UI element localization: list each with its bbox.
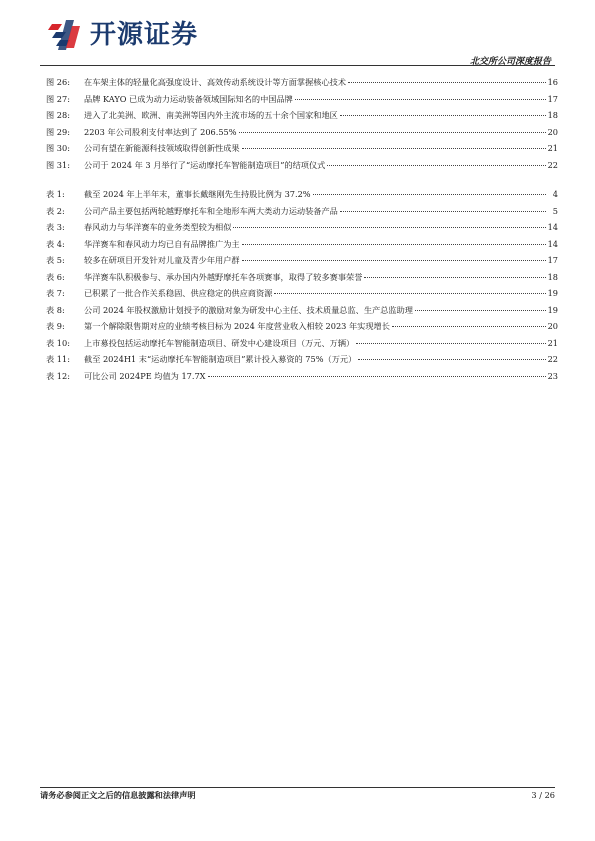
toc-row[interactable]	[46, 74, 558, 91]
page-header	[0, 0, 595, 70]
toc-row[interactable]	[46, 186, 558, 203]
toc-row[interactable]	[46, 107, 558, 124]
toc-page: 22	[547, 159, 558, 170]
toc-label: 表 9:	[46, 321, 65, 331]
toc-title: 华洋赛车和春风动力均已自有品牌推广为主	[84, 238, 240, 249]
logo-mark-icon	[48, 18, 84, 52]
toc-leader	[415, 310, 546, 311]
toc-row[interactable]	[46, 351, 558, 368]
toc-label: 图 28:	[46, 110, 70, 120]
toc-page: 18	[547, 271, 558, 282]
brand-logo	[48, 18, 198, 52]
toc-page: 19	[547, 304, 558, 315]
toc-page: 17	[547, 255, 558, 265]
toc-title: 华洋赛车队积极参与、承办国内外越野摩托车各项赛事，取得了较多赛事荣誉	[84, 271, 363, 282]
toc-leader	[327, 165, 545, 166]
toc-page: 17	[547, 93, 558, 104]
toc-title: 截至 2024 年上半年末，董事长戴继刚先生持股比例为 37.2%	[84, 189, 311, 199]
toc-page: 16	[547, 77, 558, 87]
toc-page: 21	[547, 337, 558, 348]
toc-leader	[364, 277, 545, 278]
toc-label: 图 27:	[46, 93, 70, 104]
toc-title: 上市募投包括运动摩托车智能制造项目、研发中心建设项目（万元、万辆）	[84, 337, 355, 348]
toc-row[interactable]	[46, 368, 558, 385]
toc-row[interactable]	[46, 203, 558, 220]
toc-label: 表 1:	[46, 189, 65, 199]
table-index	[46, 186, 558, 384]
toc-title: 2203 年公司股利支付率达到了 206.55%	[84, 126, 237, 137]
toc-page: 5	[552, 205, 558, 216]
toc-title: 已积累了一批合作关系稳固、供应稳定的供应商资源	[84, 288, 273, 298]
toc-page: 14	[547, 222, 558, 232]
footer-divider	[40, 787, 555, 788]
toc-title: 公司 2024 年股权激励计划授予的激励对象为研发中心主任、技术质量总监、生产总监助理	[84, 304, 413, 315]
toc-row[interactable]	[46, 269, 558, 286]
toc-row[interactable]	[46, 91, 558, 108]
toc-label: 表 6:	[46, 271, 65, 282]
toc-leader	[392, 326, 546, 327]
toc-page: 22	[547, 354, 558, 364]
toc-label: 图 29:	[46, 126, 70, 137]
toc-page: 19	[547, 288, 558, 298]
toc-page: 4	[552, 189, 558, 199]
toc-leader	[233, 227, 545, 228]
toc-leader	[242, 244, 546, 245]
toc-title: 进入了北美洲、欧洲、南美洲等国内外主流市场的五十余个国家和地区	[84, 110, 338, 120]
toc-leader	[274, 293, 545, 294]
toc-leader	[358, 359, 545, 360]
toc-row[interactable]	[46, 236, 558, 253]
brand-name: 开源证券	[90, 20, 199, 50]
toc-page: 21	[547, 143, 558, 153]
disclaimer-text: 请务必参阅正文之后的信息披露和法律声明	[40, 790, 196, 800]
toc-title: 品牌 KAYO 已成为动力运动装备领域国际知名的中国品牌	[84, 93, 293, 104]
page-number: 3 / 26	[531, 790, 555, 800]
toc-label: 表 4:	[46, 238, 65, 249]
toc-leader	[340, 115, 546, 116]
toc-label: 表 11:	[46, 354, 70, 364]
header-divider	[40, 65, 555, 66]
toc-row[interactable]	[46, 335, 558, 352]
toc-label: 图 31:	[46, 159, 70, 170]
toc-label: 表 7:	[46, 288, 65, 298]
toc-page: 23	[547, 370, 558, 381]
figure-index	[46, 74, 558, 173]
toc-label: 表 2:	[46, 205, 65, 216]
toc-leader	[348, 82, 546, 83]
toc-label: 表 5:	[46, 255, 65, 265]
toc-label: 表 10:	[46, 337, 70, 348]
toc-title: 公司有望在新能源科技领域取得创新性成果	[84, 143, 240, 153]
toc-label: 表 12:	[46, 370, 70, 381]
toc-title: 截至 2024H1 末“运动摩托车智能制造项目”累计投入募资的 75%（万元）	[84, 354, 357, 364]
toc-page: 18	[547, 110, 558, 120]
toc-leader	[242, 148, 546, 149]
toc-row[interactable]	[46, 140, 558, 157]
toc-leader	[313, 194, 546, 195]
toc-label: 图 26:	[46, 77, 70, 87]
toc-title: 在车架主体的轻量化高强度设计、高效传动系统设计等方面掌握核心技术	[84, 77, 347, 87]
toc-title: 第一个解除限售期对应的业绩考核目标为 2024 年度营业收入相较 2023 年实现增长	[84, 321, 390, 331]
toc-row[interactable]	[46, 302, 558, 319]
toc-label: 表 8:	[46, 304, 65, 315]
toc-page: 20	[547, 126, 558, 137]
toc-page: 20	[547, 321, 558, 331]
toc-page: 14	[547, 238, 558, 249]
toc-title: 可比公司 2024PE 均值为 17.7X	[84, 370, 206, 381]
toc-row[interactable]	[46, 252, 558, 269]
toc-title: 公司产品主要包括两轮越野摩托车和全地形车两大类动力运动装备产品	[84, 205, 338, 216]
toc-label: 表 3:	[46, 222, 65, 232]
toc-title: 春风动力与华洋赛车的业务类型较为相似	[84, 222, 232, 232]
toc-leader	[340, 211, 546, 212]
report-type: 北交所公司深度报告	[469, 57, 551, 67]
toc-label: 图 30:	[46, 143, 70, 153]
toc-title: 较多在研项目开发针对儿童及青少年用户群	[84, 255, 240, 265]
toc-row[interactable]	[46, 219, 558, 236]
toc-row[interactable]	[46, 157, 558, 174]
toc-row[interactable]	[46, 318, 558, 335]
toc-leader	[242, 260, 546, 261]
toc-leader	[208, 376, 546, 377]
toc-leader	[356, 343, 545, 344]
toc-row[interactable]	[46, 285, 558, 302]
toc-title: 公司于 2024 年 3 月举行了“运动摩托车智能制造项目”的结项仪式	[84, 159, 326, 170]
toc-leader	[295, 99, 546, 100]
toc-leader	[239, 132, 546, 133]
toc-row[interactable]	[46, 124, 558, 141]
